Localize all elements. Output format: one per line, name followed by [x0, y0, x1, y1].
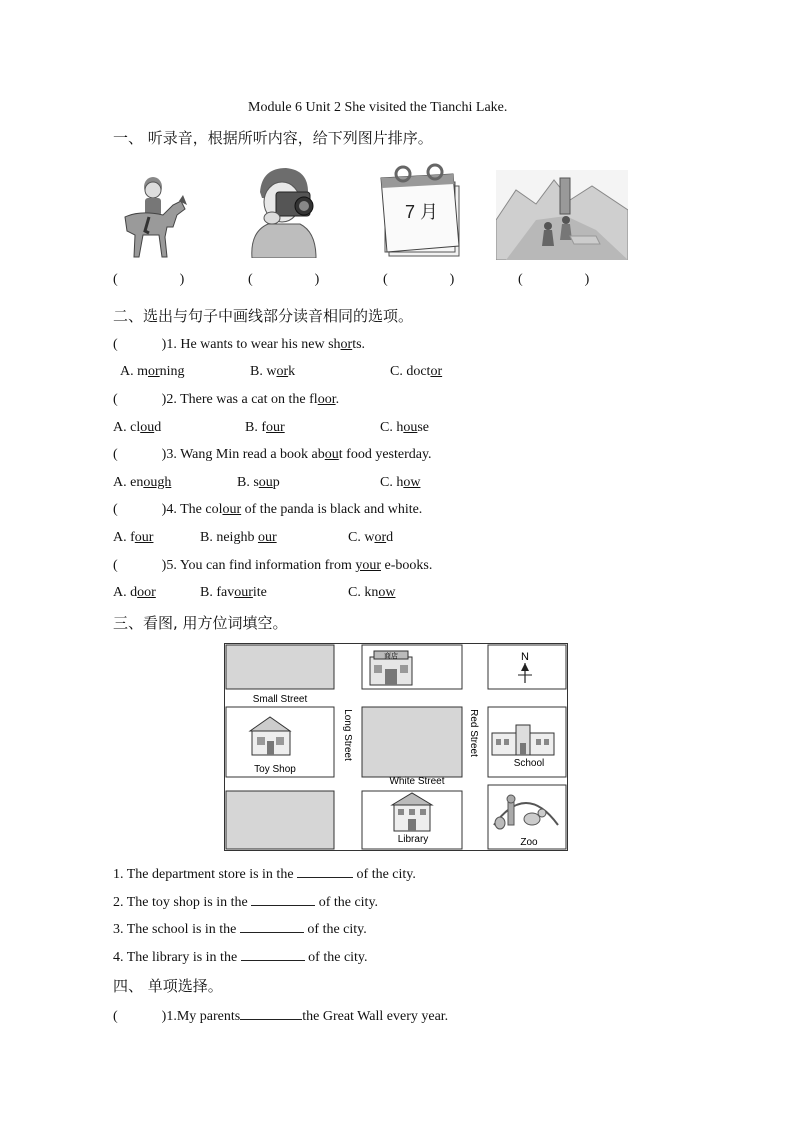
section1-heading: 一、 听录音，根据所听内容，给下列图片排序。: [113, 129, 433, 147]
q1-option-c: C. doctor: [390, 364, 443, 379]
mountain-climbing-picture: [496, 170, 628, 260]
fill-in-blank[interactable]: [241, 948, 305, 961]
q3-option-b: B. soup: [237, 475, 280, 490]
question-1: ( )1. He wants to wear his new shorts.: [113, 337, 366, 352]
fill-in-item-2: 2. The toy shop is in the of the city.: [113, 895, 379, 910]
fill-in-item-3: 3. The school is in the of the city.: [113, 922, 367, 937]
red-street-label: Red Street: [468, 709, 479, 757]
fill-in-blank[interactable]: [297, 865, 353, 878]
small-street-label: Small Street: [252, 694, 308, 705]
white-street-label: White Street: [389, 776, 445, 787]
boy-with-camera-picture: [246, 162, 321, 258]
boy-riding-horse-picture: [115, 165, 190, 260]
svg-text:商店: 商店: [384, 653, 398, 660]
answer-bracket-3[interactable]: ( ): [383, 272, 455, 287]
q3-option-a: A. enough: [113, 475, 172, 490]
fill-in-blank[interactable]: [240, 1007, 302, 1020]
q4-option-b: B. neighb our: [200, 530, 277, 545]
calendar-month-text: 7 月: [405, 202, 439, 222]
answer-bracket-4[interactable]: ( ): [518, 272, 590, 287]
q2-option-b: B. four: [245, 420, 285, 435]
question-4: ( )4. The colour of the panda is black and white.: [113, 502, 423, 517]
answer-bracket-1[interactable]: ( ): [113, 272, 185, 287]
worksheet-title: Module 6 Unit 2 She visited the Tianchi Lake.: [248, 100, 508, 115]
q2-option-a: A. cloud: [113, 420, 162, 435]
calendar-picture: [377, 160, 473, 260]
section4-heading: 四、 单项选择。: [113, 977, 223, 995]
q5-option-b: B. favourite: [200, 585, 267, 600]
q1-option-b: B. work: [250, 364, 296, 379]
question-3: ( )3. Wang Min read a book about food yesterday.: [113, 447, 432, 462]
toy-shop-label: Toy Shop: [254, 764, 296, 775]
long-street-label: Long Street: [342, 709, 353, 761]
question-5: ( )5. You can find information from your e-books.: [113, 558, 433, 573]
q2-option-c: C. house: [380, 420, 430, 435]
map-block-top-left: [226, 645, 334, 689]
q4-option-a: A. four: [113, 530, 154, 545]
fill-in-item-1: 1. The department store is in the of the city.: [113, 867, 416, 882]
q1-option-a: A. morning: [120, 364, 185, 379]
department-store-icon: [370, 651, 412, 685]
city-map: [224, 643, 568, 851]
map-block-middle-center: [362, 707, 462, 777]
single-choice-question-1: ( )1.My parents the Great Wall every year.: [113, 1009, 449, 1024]
q5-option-c: C. know: [348, 585, 396, 600]
fill-in-item-4: 4. The library is in the of the city.: [113, 950, 368, 965]
answer-bracket-2[interactable]: ( ): [248, 272, 320, 287]
q4-option-c: C. word: [348, 530, 394, 545]
school-label: School: [513, 758, 545, 769]
q5-option-a: A. door: [113, 585, 156, 600]
zoo-label: Zoo: [520, 837, 538, 848]
library-label: Library: [397, 834, 429, 845]
section3-heading: 三、看图, 用方位词填空。: [113, 614, 288, 632]
fill-in-blank[interactable]: [251, 893, 315, 906]
section2-heading: 二、选出与句子中画线部分读音相同的选项。: [113, 307, 414, 325]
svg-text:N: N: [521, 651, 529, 663]
fill-in-blank[interactable]: [240, 920, 304, 933]
map-block-bottom-left: [226, 791, 334, 849]
question-2: ( )2. There was a cat on the floor.: [113, 392, 340, 407]
q3-option-c: C. how: [380, 475, 421, 490]
